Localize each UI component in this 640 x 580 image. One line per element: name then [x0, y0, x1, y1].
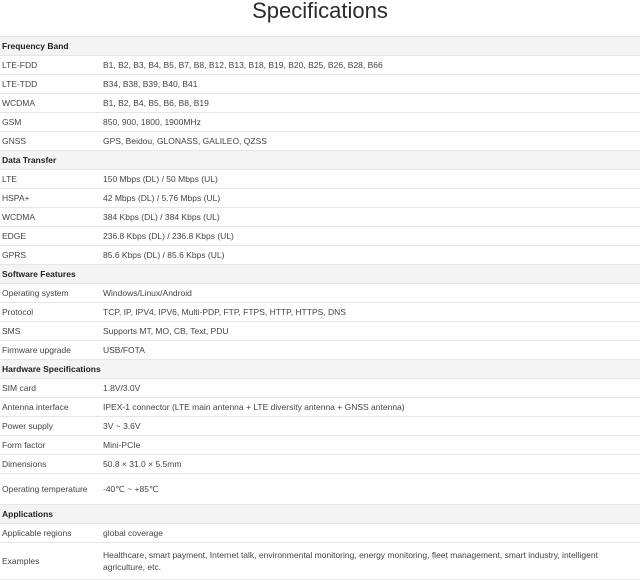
section-title: Software Features	[0, 265, 640, 284]
row-value: IPEX-1 connector (LTE main antenna + LTE diversity antenna + GNSS antenna)	[97, 398, 640, 417]
spec-table	[0, 36, 640, 580]
row-value: -40℃ ~ +85℃	[97, 474, 640, 505]
table-row	[0, 132, 640, 151]
row-value: Windows/Linux/Android	[97, 284, 640, 303]
section-title: Data Transfer	[0, 151, 640, 170]
table-row	[0, 113, 640, 132]
row-value: 85.6 Kbps (DL) / 85.6 Kbps (UL)	[97, 246, 640, 265]
row-value: Healthcare, smart payment, Internet talk, environmental monitoring, energy monitoring, fleet management, smart industry, intelligent agriculture, etc.	[97, 543, 640, 580]
table-row	[0, 341, 640, 360]
row-label: LTE	[0, 170, 97, 189]
table-row	[0, 543, 640, 580]
row-label: Operating temperature	[0, 474, 97, 505]
row-label: WCDMA	[0, 208, 97, 227]
row-label: SMS	[0, 322, 97, 341]
section-header	[0, 265, 640, 284]
row-value: 1.8V/3.0V	[97, 379, 640, 398]
section-header	[0, 360, 640, 379]
row-label: WCDMA	[0, 94, 97, 113]
section-header	[0, 505, 640, 524]
row-label: Firmware upgrade	[0, 341, 97, 360]
row-label: Applicable regions	[0, 524, 97, 543]
table-row	[0, 524, 640, 543]
row-label: SIM card	[0, 379, 97, 398]
row-value: 150 Mbps (DL) / 50 Mbps (UL)	[97, 170, 640, 189]
row-value: B34, B38, B39, B40, B41	[97, 75, 640, 94]
table-row	[0, 436, 640, 455]
row-label: HSPA+	[0, 189, 97, 208]
row-value: GPS, Beidou, GLONASS, GALILEO, QZSS	[97, 132, 640, 151]
row-label: Operating system	[0, 284, 97, 303]
row-value: 236.8 Kbps (DL) / 236.8 Kbps (UL)	[97, 227, 640, 246]
table-row	[0, 284, 640, 303]
table-row	[0, 455, 640, 474]
table-row	[0, 227, 640, 246]
row-value: Mini-PCIe	[97, 436, 640, 455]
table-row	[0, 94, 640, 113]
row-value: B1, B2, B4, B5, B6, B8, B19	[97, 94, 640, 113]
row-label: Examples	[0, 543, 97, 580]
table-row	[0, 56, 640, 75]
table-row	[0, 474, 640, 505]
row-value: TCP, IP, IPV4, IPV6, Multi-PDP, FTP, FTPS, HTTP, HTTPS, DNS	[97, 303, 640, 322]
table-row	[0, 398, 640, 417]
table-row	[0, 303, 640, 322]
section-header	[0, 151, 640, 170]
row-label: GSM	[0, 113, 97, 132]
table-row	[0, 170, 640, 189]
row-label: GPRS	[0, 246, 97, 265]
row-label: LTE-TDD	[0, 75, 97, 94]
table-row	[0, 246, 640, 265]
table-row	[0, 208, 640, 227]
row-label: Antenna interface	[0, 398, 97, 417]
page-title: Specifications	[252, 0, 388, 23]
row-value: 384 Kbps (DL) / 384 Kbps (UL)	[97, 208, 640, 227]
row-value: USB/FOTA	[97, 341, 640, 360]
table-row	[0, 379, 640, 398]
row-value: Supports MT, MO, CB, Text, PDU	[97, 322, 640, 341]
row-value: 50.8 × 31.0 × 5.5mm	[97, 455, 640, 474]
row-value: 3V ~ 3.6V	[97, 417, 640, 436]
row-label: LTE-FDD	[0, 56, 97, 75]
section-title: Applications	[0, 505, 640, 524]
row-label: Protocol	[0, 303, 97, 322]
section-title: Frequency Band	[0, 37, 640, 56]
table-row	[0, 189, 640, 208]
row-value: B1, B2, B3, B4, B5, B7, B8, B12, B13, B18, B19, B20, B25, B26, B28, B66	[97, 56, 640, 75]
row-label: Power supply	[0, 417, 97, 436]
table-row	[0, 417, 640, 436]
table-row	[0, 75, 640, 94]
section-header	[0, 37, 640, 56]
row-label: Dimensions	[0, 455, 97, 474]
row-label: GNSS	[0, 132, 97, 151]
table-row	[0, 322, 640, 341]
row-label: EDGE	[0, 227, 97, 246]
row-value: global coverage	[97, 524, 640, 543]
row-value: 850, 900, 1800, 1900MHz	[97, 113, 640, 132]
row-label: Form factor	[0, 436, 97, 455]
section-title: Hardware Specifications	[0, 360, 640, 379]
row-value: 42 Mbps (DL) / 5.76 Mbps (UL)	[97, 189, 640, 208]
